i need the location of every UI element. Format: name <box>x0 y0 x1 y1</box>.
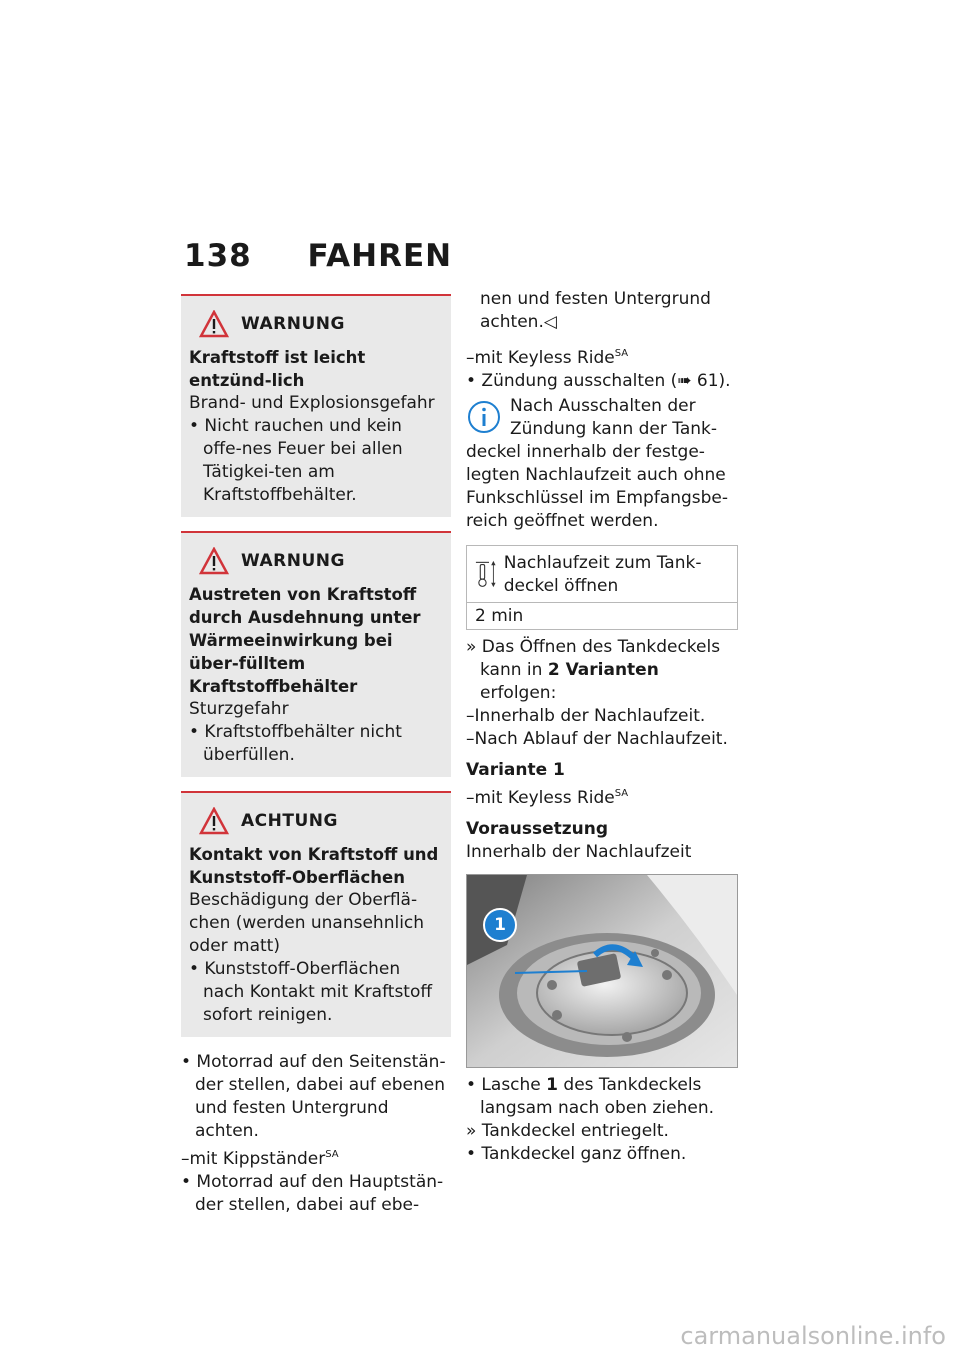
variant-title: Variante 1 <box>466 760 565 780</box>
timer-spec-icon <box>473 552 498 596</box>
condition-after: –Nach Ablauf der Nachlaufzeit. <box>466 729 728 749</box>
warning-bullet: • Nicht rauchen und kein offe-nes Feuer bei allen Tätigkei-ten am Kraftstoffbehälter. <box>189 416 403 505</box>
result-unlocked: » Tankdeckel entriegelt. <box>466 1121 669 1141</box>
warning-title: WARNUNG <box>241 551 345 571</box>
warning-text: Sturzgefahr <box>189 699 289 719</box>
result-end: erfolgen: <box>480 683 557 703</box>
condition-kippstaender <box>181 1143 451 1171</box>
warning-subtitle: Kraftstoff ist leicht entzünd-lich <box>189 348 366 390</box>
condition-text: –mit Keyless Ride <box>466 348 615 368</box>
sa-marker: SA <box>325 1149 339 1160</box>
step-main-stand: • Motorrad auf den Hauptstän-der stellen, dabei auf ebe- <box>181 1172 444 1215</box>
warning-bullet: • Kraftstoffbehälter nicht überfüllen. <box>189 722 402 765</box>
sa-marker: SA <box>614 348 629 359</box>
warning-title: WARNUNG <box>241 314 345 334</box>
result-bold: 2 Varianten <box>547 660 659 680</box>
warning-triangle-icon <box>199 547 229 575</box>
spec-value: 2 min <box>467 602 737 629</box>
step-ref: 1 <box>546 1075 559 1095</box>
prerequisite-text: Innerhalb der Nachlaufzeit <box>466 842 692 862</box>
watermark: carmanualsonline.info <box>680 1322 946 1350</box>
step-open-cap: • Tankdeckel ganz öffnen. <box>466 1144 687 1164</box>
condition-text: –mit Keyless Ride <box>466 788 615 808</box>
right-column <box>466 288 738 1166</box>
sa-marker: SA <box>614 788 629 799</box>
info-note <box>466 395 738 533</box>
caution-bullet: • Kunststoff-Oberflächen nach Kontakt mit Kraftstoff sofort reinigen. <box>189 959 433 1025</box>
warning-box-1 <box>181 294 451 517</box>
warning-subtitle: Austreten von Kraftstoff durch Ausdehnung unter Wärmeeinwirkung bei über-fülltem Kraftstoffbehälter <box>189 585 421 696</box>
page-number: 138 <box>184 238 252 274</box>
left-column <box>181 294 451 1217</box>
warning-text: Brand- und Explosionsgefahr <box>189 393 435 413</box>
condition-text: –mit Kippständer <box>181 1149 326 1169</box>
info-text: Nach Ausschalten der Zündung kann der Tank-deckel innerhalb der festge-legten Nachlaufzeit auch ohne Funkschlüssel im Empfangsbe-reich geöffnet werden. <box>466 396 729 531</box>
step-side-stand: • Motorrad auf den Seitenstän-der stellen, dabei auf ebenen und festen Untergrund achten. <box>181 1052 446 1141</box>
tank-cap-photo <box>466 874 738 1068</box>
condition-within: –Innerhalb der Nachlaufzeit. <box>466 706 706 726</box>
step-continued: nen und festen Untergrund achten.◁ <box>480 289 711 332</box>
spec-label: Nachlaufzeit zum Tank-deckel öffnen <box>503 553 702 596</box>
spec-table <box>466 545 738 630</box>
condition-keyless-2 <box>466 782 738 810</box>
warning-box-2 <box>181 531 451 777</box>
step-ignition-off: • Zündung ausschalten (➠ 61). <box>466 371 731 391</box>
caution-subtitle: Kontakt von Kraftstoff und Kunststoff-Oberflächen <box>189 845 439 887</box>
caution-text: Beschädigung der Oberflä-chen (werden unansehnlich oder matt) <box>189 890 425 956</box>
step-text: • Lasche <box>466 1075 541 1095</box>
warning-triangle-icon <box>199 310 229 338</box>
info-icon <box>466 399 502 435</box>
chapter-title: FAHREN <box>307 238 453 274</box>
prerequisite-title: Voraussetzung <box>466 819 609 839</box>
step-text-end: des Tankdeckels langsam nach oben ziehen. <box>480 1075 715 1118</box>
caution-title: ACHTUNG <box>241 811 338 831</box>
result-text: » Das Öffnen des Tankdeckels kann in <box>466 637 721 680</box>
result-variants <box>466 636 738 705</box>
photo-callout-1: 1 <box>483 908 517 942</box>
caution-box <box>181 791 451 1037</box>
step-pull-tab <box>466 1074 738 1120</box>
condition-keyless <box>466 342 738 370</box>
warning-triangle-icon <box>199 807 229 835</box>
page-header <box>184 238 452 274</box>
